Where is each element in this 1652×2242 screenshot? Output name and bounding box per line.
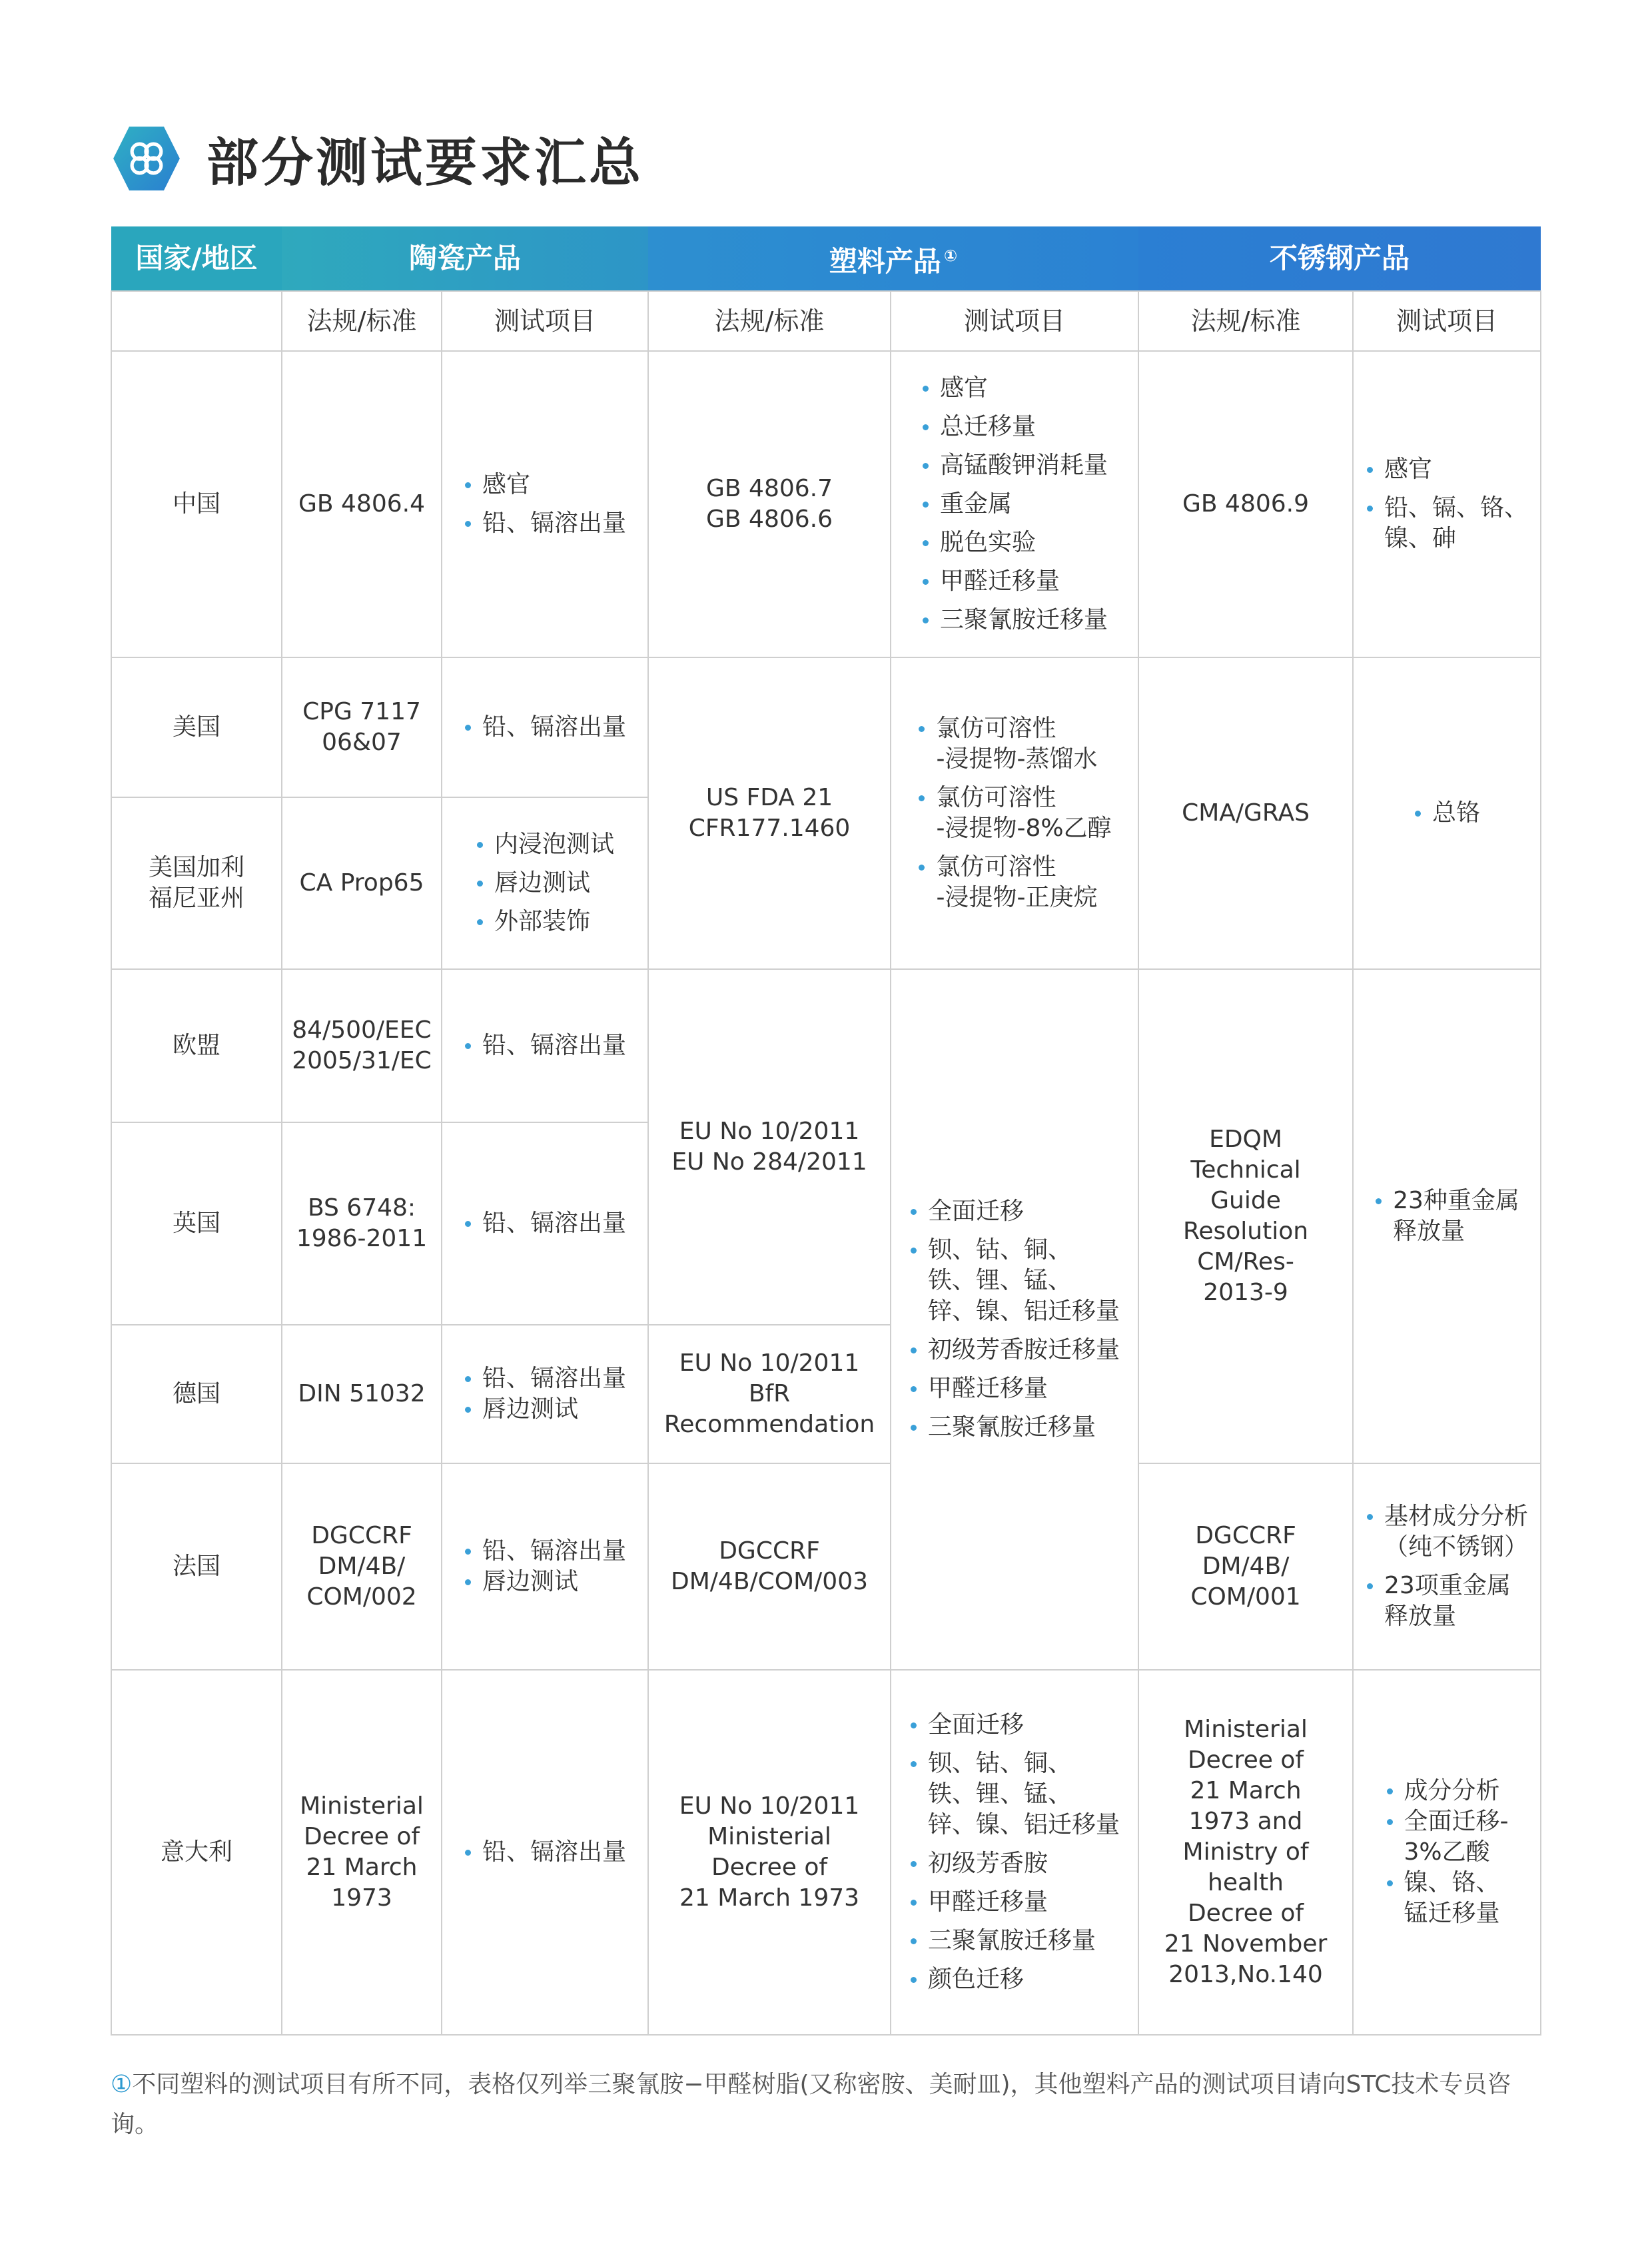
list-item: 铅、镉、铬、 镍、砷 <box>1366 493 1528 554</box>
hexagon-flower-icon <box>112 124 181 193</box>
table-row <box>111 969 1541 1122</box>
list-item: 颜色迁移 <box>909 1964 1120 1995</box>
list-item: 高锰酸钾消耗量 <box>921 450 1108 481</box>
region-cell: 美国 <box>111 657 282 797</box>
ceramic-standard-cell: CPG 7117 06&07 <box>282 657 442 797</box>
footnote <box>111 2065 1543 2145</box>
header-plastic-label: 塑料产品 <box>829 244 941 278</box>
steel-standard-cell: DGCCRF DM/4B/ COM/001 <box>1138 1463 1353 1670</box>
header-region: 国家/地区 <box>111 226 282 291</box>
header-ceramic: 陶瓷产品 <box>282 226 648 291</box>
test-list <box>1414 790 1480 837</box>
subheader-plastic-standard: 法规/标准 <box>648 291 891 351</box>
header-plastic <box>648 226 1138 291</box>
list-item: 23项重金属 释放量 <box>1366 1571 1528 1632</box>
plastic-test-cell <box>891 657 1138 969</box>
subheader-blank <box>111 291 282 351</box>
test-list <box>464 1536 626 1597</box>
ceramic-standard-cell: DIN 51032 <box>282 1325 442 1463</box>
list-item: 感官 <box>1366 454 1528 485</box>
table-row <box>111 657 1541 797</box>
list-item: 全面迁移 <box>909 1710 1120 1740</box>
list-item: 氯仿可溶性 -浸提物-正庚烷 <box>917 852 1111 913</box>
list-item: 镍、铬、 锰迁移量 <box>1386 1868 1509 1929</box>
ceramic-test-cell <box>442 1670 648 2035</box>
ceramic-test-cell <box>442 657 648 797</box>
test-requirements-table <box>111 226 1541 2036</box>
list-item: 铅、镉溶出量 <box>464 1837 626 1868</box>
subheader-ceramic-test: 测试项目 <box>442 291 648 351</box>
region-cell: 意大利 <box>111 1670 282 2035</box>
subheader-ceramic-standard: 法规/标准 <box>282 291 442 351</box>
test-list <box>476 821 614 945</box>
steel-test-cell <box>1353 1463 1541 1670</box>
list-item: 总铬 <box>1414 798 1480 829</box>
test-list <box>1366 1493 1528 1640</box>
region-cell: 英国 <box>111 1122 282 1325</box>
subheader-steel-standard: 法规/标准 <box>1138 291 1353 351</box>
test-list <box>464 462 626 547</box>
page-title: 部分测试要求汇总 <box>206 133 644 193</box>
plastic-standard-cell: EU No 10/2011 Ministerial Decree of 21 March 1973 <box>648 1670 891 2035</box>
list-item: 三聚氰胺迁移量 <box>909 1926 1120 1956</box>
plastic-test-cell <box>891 1670 1138 2035</box>
list-item: 感官 <box>921 373 1108 404</box>
test-list <box>464 1200 626 1247</box>
test-list <box>464 704 626 751</box>
plastic-standard-cell: DGCCRF DM/4B/COM/003 <box>648 1463 891 1670</box>
list-item: 重金属 <box>921 489 1108 520</box>
subheader-steel-test: 测试项目 <box>1353 291 1541 351</box>
list-item: 三聚氰胺迁移量 <box>921 605 1108 635</box>
steel-standard-cell: EDQM Technical Guide Resolution CM/Res- 2013-9 <box>1138 969 1353 1463</box>
list-item: 铅、镉溶出量 <box>464 508 626 539</box>
ceramic-test-cell <box>442 969 648 1122</box>
list-item: 甲醛迁移量 <box>909 1373 1120 1404</box>
list-item: 全面迁移- 3%乙酸 <box>1386 1806 1509 1868</box>
ceramic-standard-cell: DGCCRF DM/4B/ COM/002 <box>282 1463 442 1670</box>
plastic-standard-cell <box>648 351 891 657</box>
list-item: 初级芳香胺 <box>909 1848 1120 1879</box>
steel-test-cell <box>1353 657 1541 969</box>
test-list <box>1374 1178 1519 1255</box>
list-item: 唇边测试 <box>464 1567 626 1597</box>
list-item: 总迁移量 <box>921 412 1108 442</box>
list-item: 唇边测试 <box>476 868 614 899</box>
list-item: 铅、镉溶出量 <box>464 1208 626 1239</box>
list-item: 氯仿可溶性 -浸提物-蒸馏水 <box>917 713 1111 775</box>
ceramic-test-cell <box>442 797 648 969</box>
plastic-standard-cell: EU No 10/2011 EU No 284/2011 <box>648 969 891 1325</box>
ceramic-standard-cell: GB 4806.4 <box>282 351 442 657</box>
plastic-test-cell <box>891 969 1138 1670</box>
list-item: 初级芳香胺迁移量 <box>909 1335 1120 1365</box>
footnote-mark: ① <box>111 2071 133 2098</box>
test-list <box>464 1022 626 1069</box>
table-row <box>111 1670 1541 2035</box>
ceramic-standard-cell: Ministerial Decree of 21 March 1973 <box>282 1670 442 2035</box>
region-cell: 德国 <box>111 1325 282 1463</box>
list-item: 全面迁移 <box>909 1196 1120 1227</box>
list-item: 铅、镉溶出量 <box>464 1536 626 1567</box>
list-item: 基材成分分析 （纯不锈钢） <box>1366 1501 1528 1563</box>
region-cell: 美国加利 福尼亚州 <box>111 797 282 969</box>
steel-standard-cell: Ministerial Decree of 21 March 1973 and Ministry of health Decree of 21 November 2013,No.140 <box>1138 1670 1353 2035</box>
steel-test-cell <box>1353 969 1541 1463</box>
list-item: 内浸泡测试 <box>476 829 614 860</box>
test-list <box>909 1702 1120 2003</box>
ceramic-test-cell <box>442 351 648 657</box>
steel-standard-cell: GB 4806.9 <box>1138 351 1353 657</box>
test-list <box>917 705 1111 921</box>
ceramic-test-cell <box>442 1325 648 1463</box>
page-heading <box>112 119 643 198</box>
table-row <box>111 1463 1541 1670</box>
list-item: 脱色实验 <box>921 528 1108 558</box>
list-item: 铅、镉溶出量 <box>464 1363 626 1394</box>
test-list <box>1366 446 1528 562</box>
list-item: 感官 <box>464 470 626 500</box>
steel-test-cell <box>1353 1670 1541 2035</box>
plastic-test-cell <box>891 351 1138 657</box>
list-item: 23种重金属 释放量 <box>1374 1186 1519 1247</box>
region-cell: 中国 <box>111 351 282 657</box>
ceramic-standard-cell: CA Prop65 <box>282 797 442 969</box>
plastic-standard-cell: EU No 10/2011 BfR Recommendation <box>648 1325 891 1463</box>
list-item: 钡、钴、铜、 铁、锂、锰、 锌、镍、铝迁移量 <box>909 1235 1120 1327</box>
list-item: 铅、镉溶出量 <box>464 1030 626 1061</box>
list-item: 甲醛迁移量 <box>909 1887 1120 1918</box>
header-steel: 不锈钢产品 <box>1138 226 1541 291</box>
ceramic-test-cell <box>442 1122 648 1325</box>
list-item: 唇边测试 <box>464 1394 626 1425</box>
list-item: 甲醛迁移量 <box>921 566 1108 597</box>
test-list <box>921 365 1108 643</box>
footnote-mark: ① <box>943 246 958 265</box>
table-row <box>111 351 1541 657</box>
test-list <box>464 1829 626 1876</box>
list-item: 外部装饰 <box>476 907 614 937</box>
list-item: 氯仿可溶性 -浸提物-8%乙醇 <box>917 783 1111 844</box>
standard-line: GB 4806.6 <box>706 506 833 533</box>
list-item: 铅、镉溶出量 <box>464 712 626 743</box>
region-cell: 法国 <box>111 1463 282 1670</box>
ceramic-standard-cell: BS 6748: 1986-2011 <box>282 1122 442 1325</box>
ceramic-test-cell <box>442 1463 648 1670</box>
ceramic-standard-cell: 84/500/EEC 2005/31/EC <box>282 969 442 1122</box>
table-header-row <box>111 226 1541 291</box>
list-item: 钡、钴、铜、 铁、锂、锰、 锌、镍、铝迁移量 <box>909 1748 1120 1840</box>
standard-line: GB 4806.7 <box>706 475 833 502</box>
footnote-text: 不同塑料的测试项目有所不同，表格仅列举三聚氰胺−甲醛树脂(又称密胺、美耐皿)，其他塑料产品的测试项目请向STC技术专员咨询。 <box>111 2071 1511 2138</box>
steel-test-cell <box>1353 351 1541 657</box>
table-subheader-row <box>111 291 1541 351</box>
plastic-standard-cell: US FDA 21 CFR177.1460 <box>648 657 891 969</box>
steel-standard-cell: CMA/GRAS <box>1138 657 1353 969</box>
test-list <box>464 1363 626 1425</box>
region-cell: 欧盟 <box>111 969 282 1122</box>
subheader-plastic-test: 测试项目 <box>891 291 1138 351</box>
list-item: 成分分析 <box>1386 1776 1509 1806</box>
list-item: 三聚氰胺迁移量 <box>909 1412 1120 1443</box>
test-list <box>909 1188 1120 1451</box>
test-list <box>1386 1776 1509 1929</box>
